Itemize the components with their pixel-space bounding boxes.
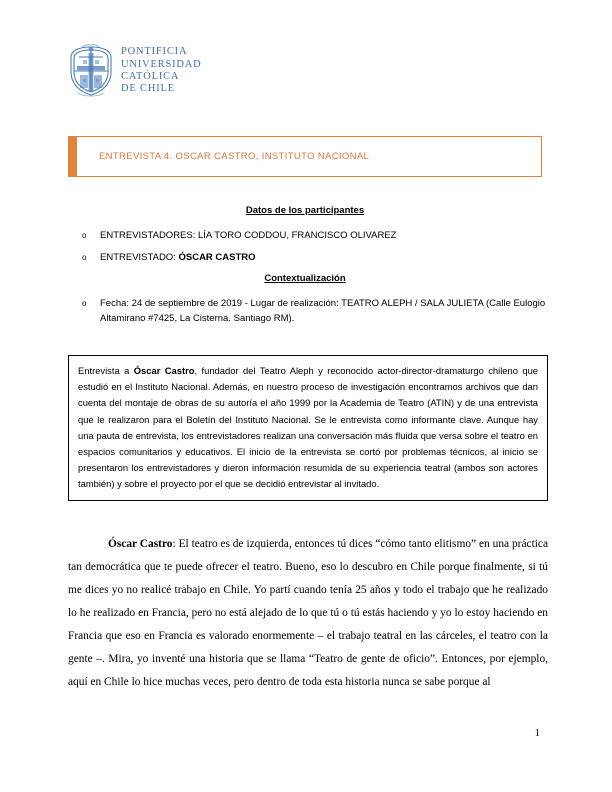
transcript-paragraph xyxy=(68,533,548,694)
document-title-banner xyxy=(68,136,542,177)
page-title: ENTREVISTA 4. OSCAR CASTRO, INSTITUTO NACIONAL xyxy=(99,151,370,162)
logo-line-2: UNIVERSIDAD xyxy=(121,58,202,70)
summary-lead: Entrevista a xyxy=(78,365,134,376)
transcript-speaker-name: Óscar Castro xyxy=(108,538,173,550)
section-heading-contextualizacion: Contextualización xyxy=(264,273,346,284)
page-number: 1 xyxy=(534,728,540,739)
summary-callout-box xyxy=(68,355,548,501)
logo-line-1: PONTIFICIA xyxy=(121,46,188,58)
list-item-fecha-lugar: Fecha: 24 de septiembre de 2019 - Lugar de realización: TEATRO ALEPH / SALA JULIETA (Calle Eulogio Altamirano #7425, La Cisterna. Santiago RM). xyxy=(100,298,546,325)
summary-interviewee-name: Óscar Castro xyxy=(133,365,195,376)
list-item xyxy=(82,228,548,244)
list-item-entrevistado xyxy=(100,250,548,265)
logo-line-4: DE CHILE xyxy=(121,83,175,95)
section-heading-participantes: Datos de los participantes xyxy=(245,205,365,216)
bullet-circle-icon: o xyxy=(82,253,87,262)
list-item xyxy=(82,250,548,266)
university-wordmark xyxy=(121,46,202,96)
summary-paragraph xyxy=(78,363,538,492)
university-logo xyxy=(68,44,202,98)
pucchile-crest-icon xyxy=(68,44,114,98)
entrevistado-label: ENTREVISTADO: xyxy=(100,252,179,263)
logo-line-3: CATÓLICA xyxy=(121,71,180,82)
title-banner-body xyxy=(77,136,542,177)
transcript-body: : El teatro es de izquierda, entonces tú dices “cómo tanto elitismo” en una práctica tan democrática que te puede ofrecer el teatro. Bueno, eso lo descubro en Chile porque finalmente, si tú me dices yo no realicé trabajo en Chile. Yo partí cuando tenía 25 años y todo el trabajo que he realizado lo he realizado en Francia, pero no está alejado de lo que tú o tú estás haciendo y yo lo estoy haciendo en Francia que eso en Francia es valorado enormemente – el trabajo teatral en las cárceles, el teatro con la gente –. Mira, yo inventé una historia que se llama “Teatro de gente de oficio”. Entonces, por ejemplo, aquí en Chile lo hice muchas veces, pero dentro de toda esta historia nunca se sabe porque al xyxy=(68,538,549,689)
title-banner-accent-bar xyxy=(68,136,77,177)
entrevistado-name: ÓSCAR CASTRO xyxy=(178,252,256,263)
bullet-circle-icon: o xyxy=(82,231,87,240)
list-item-entrevistadores: ENTREVISTADORES: LÍA TORO CODDOU, FRANCISCO OLIVAREZ xyxy=(100,230,397,241)
summary-body: , fundador del Teatro Aleph y reconocido actor-director-dramaturgo chileno que estudió en el Instituto Nacional. Además, en nuestro proceso de investigación encontramos archivos que dan cuenta del montaje de obras de su autoría el año 1999 por la Academia de Teatro (ATIN) y de una entrevista que le realizaron para el Boletín del Instituto Nacional. Se le entrevista como informante clave. Aunque hay una pauta de entrevista, los entrevistadores realizan una conversación más fluida que versa sobre el teatro en espacios comunitarios y educativos. El inicio de la entrevista se cortó por problemas técnicos, al inicio se presentaron los entrevistadores y dieron información resumida de su experiencia teatral (ambos son actores también) y sobre el proyecto por el que se decidió entrevistar al invitado. xyxy=(78,365,539,490)
bullet-circle-icon: o xyxy=(82,299,87,308)
list-item xyxy=(82,296,548,327)
